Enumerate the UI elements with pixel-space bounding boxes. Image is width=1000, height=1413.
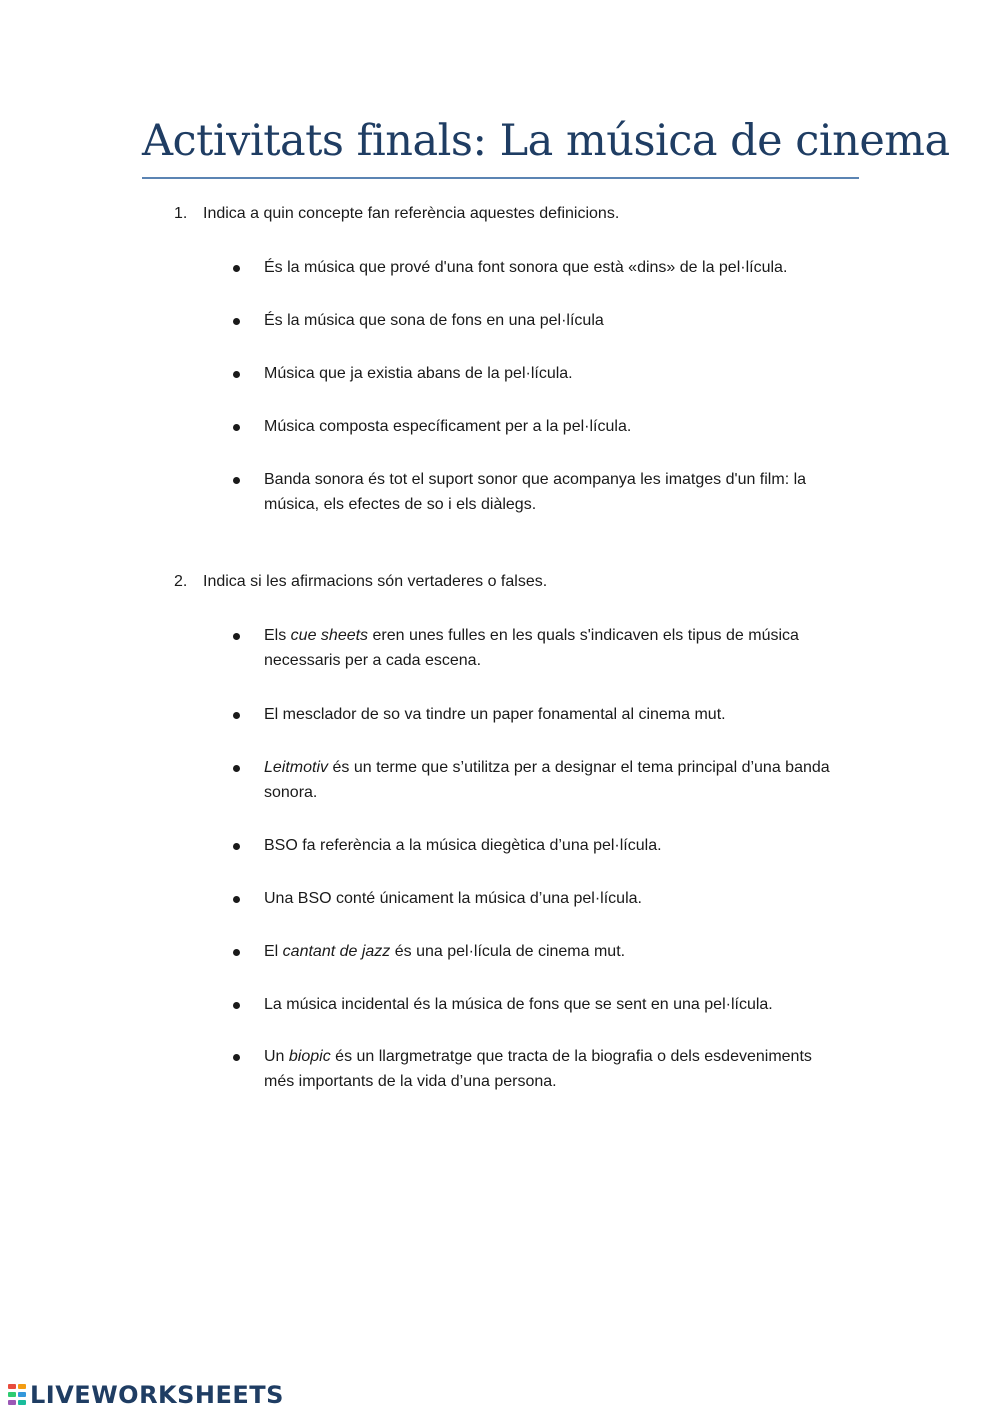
statement-item (233, 755, 833, 805)
statement-item (233, 702, 833, 727)
statement-text: Una BSO conté únicament la música d’una pel·lícula. (264, 890, 642, 907)
question-1 (174, 202, 619, 226)
statement-text: Leitmotiv és un terme que s’utilitza per a designar el tema principal d’una banda sonora. (264, 759, 830, 801)
bullet-icon (233, 265, 240, 272)
question-text: Indica si les afirmacions són vertaderes o falses. (203, 573, 548, 590)
bullet-icon (233, 1054, 240, 1061)
question-number: 1. (174, 205, 188, 222)
statement-item (233, 623, 833, 673)
statement-text: El cantant de jazz és una pel·lícula de cinema mut. (264, 943, 626, 960)
liveworksheets-logo-icon (8, 1382, 28, 1408)
bullet-icon (233, 424, 240, 431)
statement-text: Els cue sheets eren unes fulles en les quals s'indicaven els tipus de música necessaris per a cada escena. (264, 627, 799, 669)
definition-item (233, 414, 833, 439)
question-number: 2. (174, 573, 188, 590)
statement-item (233, 1044, 833, 1094)
question-2 (174, 570, 547, 594)
bullet-icon (233, 1002, 240, 1009)
definition-item (233, 255, 833, 280)
bullet-icon (233, 765, 240, 772)
statement-text: La música incidental és la música de fons que se sent en una pel·lícula. (264, 996, 773, 1013)
statement-item (233, 992, 833, 1017)
bullet-icon (233, 477, 240, 484)
title-underline (142, 177, 859, 179)
bullet-icon (233, 712, 240, 719)
page-title: Activitats finals: La música de cinema (142, 116, 950, 166)
definition-text: És la música que prové d'una font sonora que està «dins» de la pel·lícula. (264, 259, 788, 276)
definition-item (233, 467, 833, 517)
question-text: Indica a quin concepte fan referència aquestes definicions. (203, 205, 620, 222)
definition-text: És la música que sona de fons en una pel·lícula (264, 312, 604, 329)
brand-name: LIVEWORKSHEETS (30, 1381, 284, 1409)
definition-text: Música composta específicament per a la pel·lícula. (264, 418, 632, 435)
definition-text: Banda sonora és tot el suport sonor que acompanya les imatges d'un film: la música, els efectes de so i els diàlegs. (264, 471, 807, 513)
bullet-icon (233, 371, 240, 378)
statement-item (233, 833, 833, 858)
bullet-icon (233, 896, 240, 903)
definition-item (233, 308, 833, 333)
liveworksheets-footer (8, 1380, 284, 1410)
definition-text: Música que ja existia abans de la pel·lícula. (264, 365, 573, 382)
statement-item (233, 939, 833, 964)
bullet-icon (233, 843, 240, 850)
statement-text: BSO fa referència a la música diegètica d’una pel·lícula. (264, 837, 662, 854)
definition-item (233, 361, 833, 386)
bullet-icon (233, 633, 240, 640)
statement-text: El mesclador de so va tindre un paper fonamental al cinema mut. (264, 706, 726, 723)
statement-text: Un biopic és un llargmetratge que tracta de la biografia o dels esdeveniments més importants de la vida d’una persona. (264, 1048, 812, 1090)
bullet-icon (233, 318, 240, 325)
bullet-icon (233, 949, 240, 956)
statement-item (233, 886, 833, 911)
